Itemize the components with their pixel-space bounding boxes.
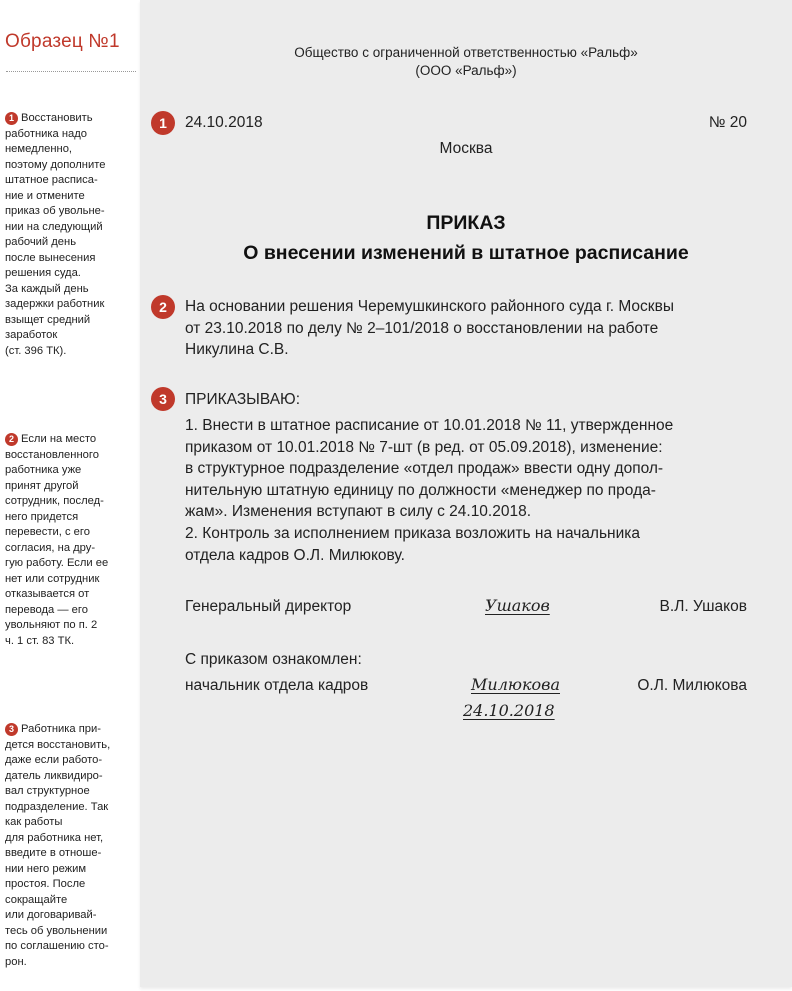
organization-short-name: (ООО «Ральф») bbox=[415, 63, 517, 78]
sidebar-divider bbox=[6, 71, 136, 72]
hr-signature-date: 24.10.2018 bbox=[463, 701, 555, 720]
sample-title: Образец №1 bbox=[5, 31, 120, 52]
marker-badge-1: 1 bbox=[151, 111, 175, 135]
document-date: 24.10.2018 bbox=[185, 114, 263, 131]
organization-full-name: Общество с ограниченной ответственностью «Ральф» bbox=[294, 45, 638, 60]
acquainted-label: С приказом ознакомлен: bbox=[185, 651, 362, 668]
hr-name: О.Л. Милюкова bbox=[637, 677, 747, 694]
sidebar-note-3: 3 Работника при- дется восстановить, даже если работо- датель ликвидиро- вал структурное подразделение. Так как работы для работника нет, введите в отноше- нии него режим простоя. После сокращайте или договаривай- тесь об увольнении по соглашению сто- рон. bbox=[5, 723, 111, 968]
document-title: ПРИКАЗ bbox=[426, 212, 506, 234]
sidebar-note-2: 2 Если на место восстановленного работника уже принят другой сотрудник, послед- него придется перевести, с его согласия, на дру- гую работу. Если ее нет или сотрудник отказывается от перевода — его увольняют по п. 2 ч. 1 ст. 83 ТК. bbox=[5, 433, 109, 647]
basis-paragraph: На основании решения Черемушкинского районного суда г. Москвы от 23.10.2018 по делу № 2–101/2018 о восстановлении на работе Никулина С.В. bbox=[185, 298, 674, 358]
hr-position: начальник отдела кадров bbox=[185, 677, 369, 694]
document-number: № 20 bbox=[708, 114, 747, 131]
order-item-2: 2. Контроль за исполнением приказа возложить на начальника отдела кадров О.Л. Милюкову. bbox=[185, 525, 640, 564]
marker-badge-3: 3 bbox=[151, 387, 175, 411]
order-item-1: 1. Внести в штатное расписание от 10.01.2018 № 11, утвержденное приказом от 10.01.2018 № 7-шт (в ред. от 05.09.2018), изменение: в структурное подразделение «отдел продаж» ввести одну допол- нительную штатную единицу по должности «менеджер по прода- жам». Изменения вступают в силу с 24.10.2018. bbox=[185, 417, 674, 520]
marker-badge-2: 2 bbox=[151, 295, 175, 319]
director-position: Генеральный директор bbox=[185, 598, 352, 615]
order-document bbox=[140, 0, 792, 987]
order-word: ПРИКАЗЫВАЮ: bbox=[185, 391, 301, 408]
note-number-badge: 2 bbox=[5, 433, 18, 446]
note-number-badge: 1 bbox=[5, 112, 18, 125]
sidebar bbox=[0, 0, 140, 991]
director-name: В.Л. Ушаков bbox=[659, 598, 747, 615]
director-signature: Ушаков bbox=[485, 596, 550, 615]
document-city: Москва bbox=[439, 140, 493, 157]
sidebar-note-1: 1 Восстановить работника надо немедленно, поэтому дополните штатное расписа- ние и отмените приказ об увольне- нии на следующий рабочий день после вынесения решения суда. За каждый день задержки работник взыщет средний заработок (ст. 396 ТК). bbox=[5, 112, 106, 357]
document-subtitle: О внесении изменений в штатное расписание bbox=[243, 242, 689, 264]
hr-signature: Милюкова bbox=[471, 675, 560, 694]
note-number-badge: 3 bbox=[5, 723, 18, 736]
